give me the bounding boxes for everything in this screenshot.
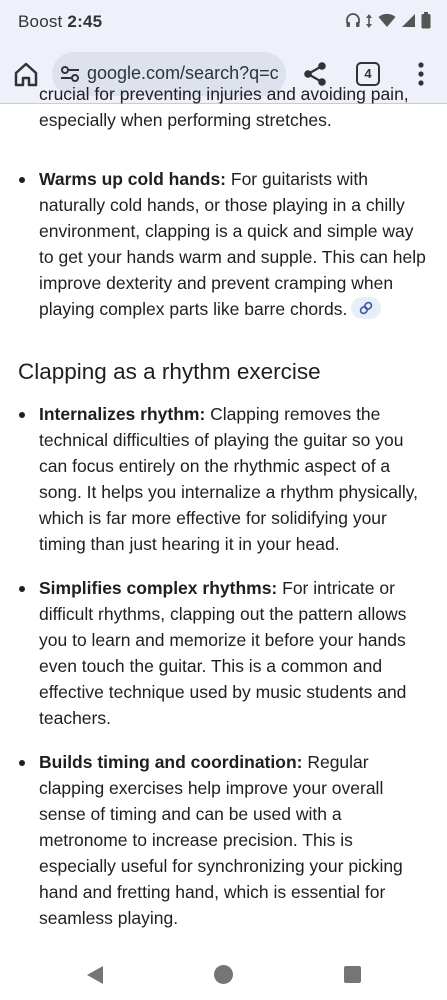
clock: 2:45 xyxy=(67,12,103,31)
search-result-content xyxy=(0,84,447,945)
carrier-label: Boost xyxy=(18,12,63,31)
tab-switcher-button[interactable]: 4 xyxy=(356,62,380,86)
recents-icon[interactable] xyxy=(344,966,361,983)
list-item-text: For intricate or difficult rhythms, clapping out the pattern allows you to learn and memorize it before your hands even touch the guitar. This is a common and effective technique used by music students and teachers. xyxy=(39,578,407,728)
list-item-title: Internalizes rhythm: xyxy=(39,404,206,424)
list-item-body xyxy=(39,166,431,322)
list-item-body xyxy=(39,401,431,557)
data-arrows-icon xyxy=(365,13,373,34)
status-icons xyxy=(346,12,431,34)
cell-signal-icon xyxy=(401,13,416,33)
battery-icon xyxy=(421,12,431,34)
bullet-dot xyxy=(19,412,25,418)
list-item-title: Builds timing and coordination: xyxy=(39,752,303,772)
back-icon[interactable] xyxy=(86,965,104,985)
home-button[interactable] xyxy=(12,60,40,88)
list-item-body xyxy=(39,575,431,731)
list-item-title: Simplifies complex rhythms: xyxy=(39,578,278,598)
list-item-title: Warms up cold hands: xyxy=(39,169,227,189)
wifi-icon xyxy=(378,13,396,33)
bullet-dot xyxy=(19,177,25,183)
link-icon xyxy=(351,297,381,319)
url-text[interactable]: google.com/search?q=c xyxy=(87,63,279,83)
paragraph-continuation: crucial for preventing injuries and avoiding pain, especially when performing stretches. xyxy=(39,84,409,130)
section-heading: Clapping as a rhythm exercise xyxy=(18,359,321,384)
nav-home-icon[interactable] xyxy=(214,965,233,984)
list-item-body xyxy=(39,749,431,931)
list-item-text: Clapping removes the technical difficulties of playing the guitar so you can focus entirely on the rhythmic aspect of a song. It helps you internalize a rhythm physically, which is far more effective for solidifying your timing than just hearing it in your head. xyxy=(39,404,419,554)
list-item-text: Regular clapping exercises help improve your overall sense of timing and can be used with a metronome to increase precision. This is especially useful for synchronizing your picking hand and fretting hand, which is essential for seamless playing. xyxy=(39,752,403,928)
bullet-dot xyxy=(19,586,25,592)
citation-link-button[interactable] xyxy=(351,297,381,319)
system-nav-bar xyxy=(0,945,447,1000)
list-item-text: For guitarists with naturally cold hands, or those playing in a chilly environment, clapping is a quick and simple way to get your hands warm and supple. This can help improve dexterity and prevent cramping when playing complex parts like barre chords. xyxy=(39,169,426,319)
bullet-dot xyxy=(19,760,25,766)
home-icon xyxy=(12,60,40,88)
status-bar xyxy=(0,0,447,44)
status-carrier-time xyxy=(18,12,102,32)
headset-icon xyxy=(346,13,360,34)
